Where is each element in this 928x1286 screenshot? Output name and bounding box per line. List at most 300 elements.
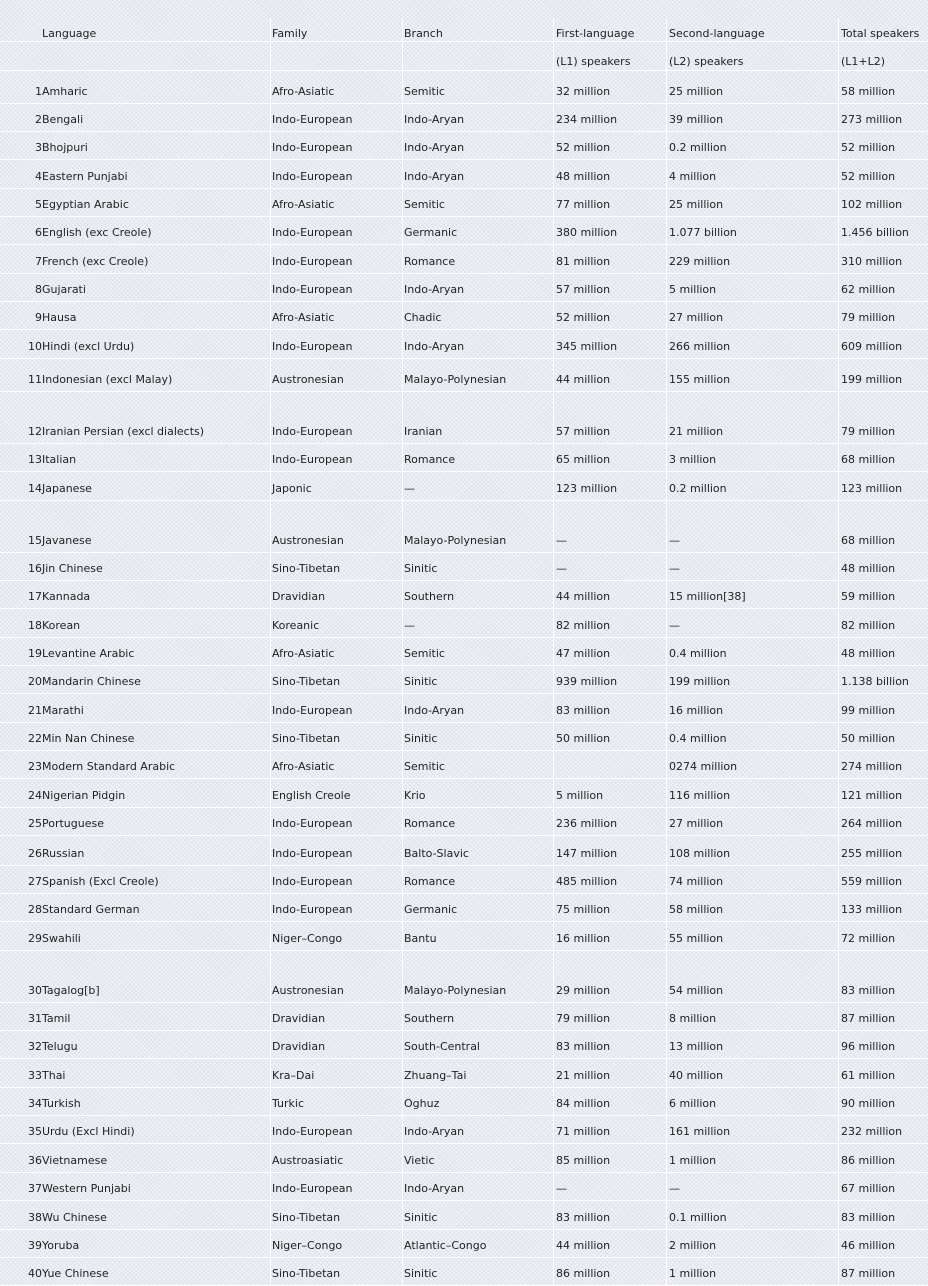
cell-family: Indo-European <box>272 847 353 860</box>
cell-l1: 47 million <box>556 647 611 660</box>
cell-branch: Indo-Aryan <box>404 170 465 183</box>
cell-total: 86 million <box>841 1154 896 1167</box>
cell-l2: 199 million <box>669 675 731 688</box>
cell-family: Kra–Dai <box>272 1069 315 1082</box>
cell-n: 18 <box>28 619 42 632</box>
cell-l1: 52 million <box>556 311 611 324</box>
cell-l1: 939 million <box>556 675 618 688</box>
cell-l2: 58 million <box>669 903 724 916</box>
cell-family: Afro-Asiatic <box>272 311 335 324</box>
cell-l2: 1.077 billion <box>669 226 737 239</box>
cell-n: 5 <box>35 198 42 211</box>
cell-total: 58 million <box>841 85 896 98</box>
table-row <box>0 1230 928 1258</box>
cell-branch: Oghuz <box>404 1097 440 1110</box>
cell-branch: Malayo-Polynesian <box>404 373 507 386</box>
header-l1-sub: (L1) speakers <box>556 55 631 68</box>
header-row <box>0 18 928 42</box>
cell-l2: 6 million <box>669 1097 717 1110</box>
cell-branch: Indo-Aryan <box>404 1182 465 1195</box>
cell-n: 26 <box>28 847 42 860</box>
cell-lang: Bengali <box>42 113 84 126</box>
cell-lang: Russian <box>42 847 85 860</box>
cell-l2: 16 million <box>669 704 724 717</box>
cell-lang: Swahili <box>42 932 81 945</box>
cell-branch: Indo-Aryan <box>404 283 465 296</box>
cell-n: 23 <box>28 760 42 773</box>
cell-l2: 0274 million <box>669 760 738 773</box>
cell-branch: Indo-Aryan <box>404 113 465 126</box>
cell-family: English Creole <box>272 789 351 802</box>
header-row-2 <box>0 42 928 71</box>
cell-lang: Marathi <box>42 704 84 717</box>
table-row <box>0 359 928 392</box>
cell-family: Niger–Congo <box>272 932 343 945</box>
cell-total: 68 million <box>841 534 896 547</box>
cell-n: 9 <box>35 311 42 324</box>
cell-branch: Germanic <box>404 903 458 916</box>
cell-branch: Atlantic–Congo <box>404 1239 487 1252</box>
cell-n: 3 <box>35 141 42 154</box>
table-row <box>0 160 928 189</box>
table-row <box>0 1201 928 1230</box>
cell-lang: Iranian Persian (excl dialects) <box>42 425 205 438</box>
table-row <box>0 274 928 302</box>
header-language: Language <box>42 27 97 40</box>
cell-lang: Turkish <box>42 1097 81 1110</box>
cell-lang: Hausa <box>42 311 77 324</box>
cell-family: Afro-Asiatic <box>272 198 335 211</box>
cell-family: Indo-European <box>272 141 353 154</box>
table-row <box>0 472 928 501</box>
cell-family: Austronesian <box>272 534 344 547</box>
cell-family: Indo-European <box>272 255 353 268</box>
cell-n: 11 <box>28 373 42 386</box>
table-row <box>0 808 928 836</box>
table-row <box>0 217 928 245</box>
cell-branch: Indo-Aryan <box>404 141 465 154</box>
cell-l2: 0.4 million <box>669 732 727 745</box>
table-row <box>0 1144 928 1173</box>
cell-branch: Indo-Aryan <box>404 704 465 717</box>
cell-branch: Sinitic <box>404 732 438 745</box>
cell-l1: — <box>556 534 567 547</box>
cell-n: 24 <box>28 789 42 802</box>
cell-total: 61 million <box>841 1069 896 1082</box>
table-row <box>0 132 928 160</box>
cell-n: 33 <box>28 1069 42 1082</box>
header-family: Family <box>272 27 308 40</box>
cell-l2: 54 million <box>669 984 724 997</box>
cell-lang: Korean <box>42 619 81 632</box>
cell-family: Afro-Asiatic <box>272 760 335 773</box>
cell-l2: 15 million[38] <box>669 590 746 603</box>
cell-l2: 3 million <box>669 453 717 466</box>
cell-n: 17 <box>28 590 42 603</box>
cell-lang: Telugu <box>42 1040 78 1053</box>
cell-family: Indo-European <box>272 425 353 438</box>
cell-family: Sino-Tibetan <box>272 732 341 745</box>
cell-total: 199 million <box>841 373 903 386</box>
cell-lang: Indonesian (excl Malay) <box>42 373 173 386</box>
cell-n: 19 <box>28 647 42 660</box>
cell-family: Dravidian <box>272 1012 326 1025</box>
cell-lang: Japanese <box>42 482 92 495</box>
cell-lang: Bhojpuri <box>42 141 88 154</box>
cell-l2: 40 million <box>669 1069 724 1082</box>
cell-l2: 0.4 million <box>669 647 727 660</box>
cell-n: 12 <box>28 425 42 438</box>
cell-branch: Sinitic <box>404 1267 438 1280</box>
cell-n: 30 <box>28 984 42 997</box>
cell-lang: Egyptian Arabic <box>42 198 129 211</box>
cell-lang: Yoruba <box>42 1239 80 1252</box>
cell-n: 39 <box>28 1239 42 1252</box>
cell-family: Turkic <box>272 1097 305 1110</box>
cell-branch: Chadic <box>404 311 442 324</box>
cell-family: Japonic <box>272 482 312 495</box>
cell-l2: 2 million <box>669 1239 717 1252</box>
table-row <box>0 609 928 638</box>
table-row <box>0 1059 928 1088</box>
cell-lang: Gujarati <box>42 283 86 296</box>
cell-n: 29 <box>28 932 42 945</box>
cell-total: 48 million <box>841 647 896 660</box>
cell-l2: — <box>669 1182 680 1195</box>
cell-family: Niger–Congo <box>272 1239 343 1252</box>
cell-l1: 236 million <box>556 817 618 830</box>
cell-total: 59 million <box>841 590 896 603</box>
cell-n: 35 <box>28 1125 42 1138</box>
cell-family: Koreanic <box>272 619 320 632</box>
cell-l1: 81 million <box>556 255 611 268</box>
cell-l1: 65 million <box>556 453 611 466</box>
cell-l2: 5 million <box>669 283 717 296</box>
cell-lang: Levantine Arabic <box>42 647 135 660</box>
cell-n: 4 <box>35 170 42 183</box>
cell-l1: 86 million <box>556 1267 611 1280</box>
cell-total: 79 million <box>841 425 896 438</box>
cell-n: 27 <box>28 875 42 888</box>
cell-n: 16 <box>28 562 42 575</box>
cell-n: 38 <box>28 1211 42 1224</box>
cell-l1: 84 million <box>556 1097 611 1110</box>
cell-branch: Romance <box>404 875 456 888</box>
table-row <box>0 1116 928 1144</box>
cell-family: Dravidian <box>272 1040 326 1053</box>
cell-l1: 77 million <box>556 198 611 211</box>
table-row <box>0 330 928 359</box>
cell-branch: Sinitic <box>404 675 438 688</box>
cell-l2: 39 million <box>669 113 724 126</box>
cell-total: 310 million <box>841 255 903 268</box>
header-l2: Second-language <box>669 27 765 40</box>
cell-l2: — <box>669 619 680 632</box>
cell-lang: Wu Chinese <box>42 1211 107 1224</box>
table-row <box>0 751 928 779</box>
cell-branch: Balto-Slavic <box>404 847 469 860</box>
cell-family: Sino-Tibetan <box>272 1211 341 1224</box>
cell-branch: Indo-Aryan <box>404 340 465 353</box>
cell-l2: 25 million <box>669 85 724 98</box>
table-row <box>0 866 928 894</box>
cell-total: 87 million <box>841 1012 896 1025</box>
cell-l2: 0.1 million <box>669 1211 727 1224</box>
cell-total: 52 million <box>841 170 896 183</box>
cell-family: Afro-Asiatic <box>272 647 335 660</box>
cell-lang: Thai <box>42 1069 66 1082</box>
table-row <box>0 444 928 472</box>
cell-total: 50 million <box>841 732 896 745</box>
table-row <box>0 836 928 866</box>
cell-total: 1.138 billion <box>841 675 909 688</box>
cell-total: 96 million <box>841 1040 896 1053</box>
cell-l1: 44 million <box>556 1239 611 1252</box>
cell-branch: Southern <box>404 1012 455 1025</box>
cell-l2: 116 million <box>669 789 731 802</box>
cell-n: 40 <box>28 1267 42 1280</box>
cell-branch: Romance <box>404 255 456 268</box>
table-row <box>0 501 928 553</box>
cell-branch: Semitic <box>404 198 445 211</box>
cell-total: 68 million <box>841 453 896 466</box>
cell-l1: — <box>556 1182 567 1195</box>
cell-total: 559 million <box>841 875 903 888</box>
cell-l2: 1 million <box>669 1154 717 1167</box>
cell-branch: Romance <box>404 453 456 466</box>
header-total-sub: (L1+L2) <box>841 55 886 68</box>
cell-branch: — <box>404 482 415 495</box>
cell-n: 28 <box>28 903 42 916</box>
cell-lang: Western Punjabi <box>42 1182 131 1195</box>
table-row <box>0 694 928 723</box>
cell-n: 13 <box>28 453 42 466</box>
cell-l1: 234 million <box>556 113 618 126</box>
table-row <box>0 581 928 609</box>
cell-family: Indo-European <box>272 340 353 353</box>
cell-l2: — <box>669 534 680 547</box>
cell-n: 14 <box>28 482 42 495</box>
cell-family: Indo-European <box>272 226 353 239</box>
cell-family: Indo-European <box>272 817 353 830</box>
cell-branch: Romance <box>404 817 456 830</box>
cell-l2: 229 million <box>669 255 731 268</box>
cell-l1: 82 million <box>556 619 611 632</box>
cell-branch: Germanic <box>404 226 458 239</box>
cell-l1: 52 million <box>556 141 611 154</box>
cell-total: 123 million <box>841 482 903 495</box>
cell-branch: Malayo-Polynesian <box>404 984 507 997</box>
cell-family: Indo-European <box>272 903 353 916</box>
cell-total: 121 million <box>841 789 903 802</box>
cell-l2: 8 million <box>669 1012 717 1025</box>
cell-l2: 13 million <box>669 1040 724 1053</box>
cell-l1: 57 million <box>556 425 611 438</box>
cell-lang: Yue Chinese <box>42 1267 109 1280</box>
cell-lang: Mandarin Chinese <box>42 675 141 688</box>
cell-branch: Semitic <box>404 85 445 98</box>
table-row <box>0 1088 928 1116</box>
cell-branch: Sinitic <box>404 1211 438 1224</box>
table-row <box>0 1173 928 1201</box>
cell-total: 133 million <box>841 903 903 916</box>
cell-n: 10 <box>28 340 42 353</box>
cell-family: Indo-European <box>272 283 353 296</box>
cell-lang: Urdu (Excl Hindi) <box>42 1125 135 1138</box>
cell-family: Indo-European <box>272 875 353 888</box>
cell-l1: 50 million <box>556 732 611 745</box>
cell-lang: Spanish (Excl Creole) <box>42 875 159 888</box>
cell-l1: 485 million <box>556 875 618 888</box>
cell-l1: 44 million <box>556 590 611 603</box>
cell-n: 2 <box>35 113 42 126</box>
cell-n: 7 <box>35 255 42 268</box>
cell-branch: Krio <box>404 789 426 802</box>
cell-l1: 79 million <box>556 1012 611 1025</box>
cell-family: Sino-Tibetan <box>272 1267 341 1280</box>
cell-branch: South-Central <box>404 1040 480 1053</box>
cell-n: 36 <box>28 1154 42 1167</box>
cell-l1: 345 million <box>556 340 618 353</box>
cell-l2: 25 million <box>669 198 724 211</box>
cell-l2: 266 million <box>669 340 731 353</box>
cell-l1: 21 million <box>556 1069 611 1082</box>
table-row <box>0 723 928 751</box>
table-row <box>0 666 928 694</box>
table-row <box>0 1258 928 1286</box>
cell-l1: 71 million <box>556 1125 611 1138</box>
cell-branch: Indo-Aryan <box>404 1125 465 1138</box>
cell-lang: Kannada <box>42 590 91 603</box>
cell-lang: Tamil <box>42 1012 71 1025</box>
header-l2-sub: (L2) speakers <box>669 55 744 68</box>
cell-branch: Southern <box>404 590 455 603</box>
cell-n: 20 <box>28 675 42 688</box>
table-row <box>0 553 928 581</box>
cell-l2: 21 million <box>669 425 724 438</box>
cell-n: 31 <box>28 1012 42 1025</box>
cell-branch: Semitic <box>404 647 445 660</box>
cell-family: Austroasiatic <box>272 1154 344 1167</box>
cell-l1: 85 million <box>556 1154 611 1167</box>
cell-family: Sino-Tibetan <box>272 562 341 575</box>
table-row <box>0 1003 928 1031</box>
cell-total: 62 million <box>841 283 896 296</box>
cell-l1: 32 million <box>556 85 611 98</box>
cell-family: Sino-Tibetan <box>272 675 341 688</box>
cell-total: 609 million <box>841 340 903 353</box>
cell-lang: Nigerian Pidgin <box>42 789 126 802</box>
cell-branch: — <box>404 619 415 632</box>
cell-n: 8 <box>35 283 42 296</box>
cell-lang: Italian <box>42 453 77 466</box>
cell-branch: Iranian <box>404 425 443 438</box>
cell-lang: Javanese <box>42 534 92 547</box>
cell-n: 37 <box>28 1182 42 1195</box>
cell-total: 79 million <box>841 311 896 324</box>
cell-lang: Vietnamese <box>42 1154 108 1167</box>
cell-l1: 75 million <box>556 903 611 916</box>
cell-n: 32 <box>28 1040 42 1053</box>
cell-l2: 155 million <box>669 373 731 386</box>
table-row <box>0 922 928 951</box>
cell-total: 232 million <box>841 1125 903 1138</box>
cell-lang: Min Nan Chinese <box>42 732 135 745</box>
table-row <box>0 1031 928 1059</box>
cell-l1: 44 million <box>556 373 611 386</box>
cell-lang: Tagalog[b] <box>42 984 100 997</box>
cell-l1: — <box>556 562 567 575</box>
cell-l1: 83 million <box>556 704 611 717</box>
table-row <box>0 894 928 922</box>
cell-total: 264 million <box>841 817 903 830</box>
cell-n: 25 <box>28 817 42 830</box>
cell-family: Austronesian <box>272 984 344 997</box>
table-row <box>0 71 928 104</box>
cell-total: 67 million <box>841 1182 896 1195</box>
cell-l1: 29 million <box>556 984 611 997</box>
cell-n: 15 <box>28 534 42 547</box>
cell-l2: 0.2 million <box>669 482 727 495</box>
cell-lang: Jin Chinese <box>42 562 103 575</box>
header-l1: First-language <box>556 27 635 40</box>
cell-total: 87 million <box>841 1267 896 1280</box>
cell-l1: 83 million <box>556 1211 611 1224</box>
cell-total: 83 million <box>841 1211 896 1224</box>
cell-total: 83 million <box>841 984 896 997</box>
cell-family: Afro-Asiatic <box>272 85 335 98</box>
cell-total: 82 million <box>841 619 896 632</box>
table-row <box>0 951 928 1003</box>
cell-family: Indo-European <box>272 113 353 126</box>
cell-total: 46 million <box>841 1239 896 1252</box>
cell-lang: French (exc Creole) <box>42 255 149 268</box>
cell-branch: Semitic <box>404 760 445 773</box>
cell-l2: 108 million <box>669 847 731 860</box>
cell-lang: Portuguese <box>42 817 104 830</box>
cell-n: 21 <box>28 704 42 717</box>
cell-l2: 161 million <box>669 1125 731 1138</box>
cell-lang: Hindi (excl Urdu) <box>42 340 135 353</box>
cell-n: 1 <box>35 85 42 98</box>
header-total: Total speakers <box>841 27 920 40</box>
cell-lang: Amharic <box>42 85 88 98</box>
cell-l2: — <box>669 562 680 575</box>
cell-total: 273 million <box>841 113 903 126</box>
cell-l1: 147 million <box>556 847 618 860</box>
cell-lang: Modern Standard Arabic <box>42 760 176 773</box>
cell-l1: 5 million <box>556 789 604 802</box>
cell-branch: Malayo-Polynesian <box>404 534 507 547</box>
cell-family: Indo-European <box>272 1182 353 1195</box>
cell-lang: Eastern Punjabi <box>42 170 128 183</box>
cell-l2: 1 million <box>669 1267 717 1280</box>
cell-total: 48 million <box>841 562 896 575</box>
cell-total: 274 million <box>841 760 903 773</box>
table-row <box>0 245 928 274</box>
cell-n: 34 <box>28 1097 42 1110</box>
cell-l1: 48 million <box>556 170 611 183</box>
cell-family: Austronesian <box>272 373 344 386</box>
cell-total: 90 million <box>841 1097 896 1110</box>
header-branch: Branch <box>404 27 443 40</box>
cell-n: 22 <box>28 732 42 745</box>
cell-l2: 55 million <box>669 932 724 945</box>
cell-l1: 16 million <box>556 932 611 945</box>
cell-branch: Bantu <box>404 932 437 945</box>
table-row <box>0 104 928 132</box>
cell-n: 6 <box>35 226 42 239</box>
